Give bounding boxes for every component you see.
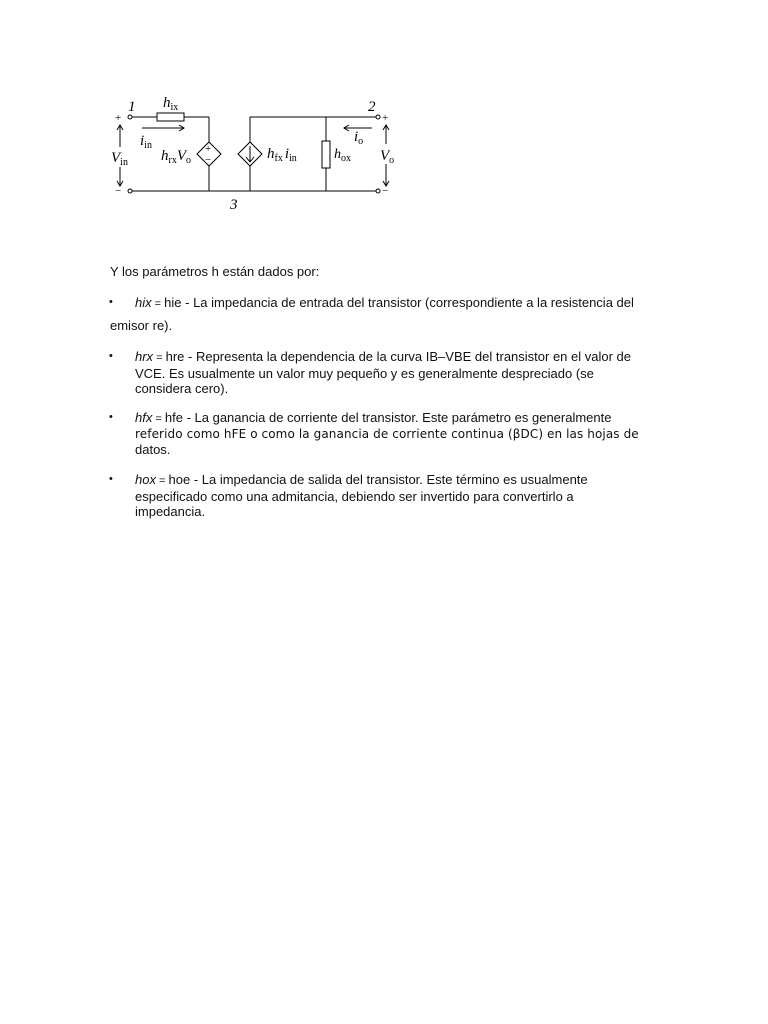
item-text: hie - La impedancia de entrada del transistor (correspondiente a la resistencia del	[164, 295, 634, 310]
bullet: •	[109, 296, 113, 308]
item-text: hfe - La ganancia de corriente del transistor. Este parámetro es generalmente	[164, 410, 612, 425]
terminal-1-bottom	[128, 189, 132, 193]
list-item-hfx	[135, 410, 665, 457]
intro-text: Y los parámetros h están dados por:	[110, 264, 320, 279]
equals-sign: =	[153, 352, 166, 364]
node-3-label: 3	[230, 197, 238, 213]
node-1-label: 1	[128, 99, 136, 115]
item-text-line-3: impedancia.	[135, 504, 206, 519]
terminal-1-top	[128, 115, 132, 119]
bullet: •	[109, 350, 113, 362]
vo-plus-sign: +	[382, 112, 389, 124]
item-text-line-2: referido como hFE o como la ganancia de corriente continua (βDC) en las hojas de	[135, 427, 639, 441]
equals-sign: =	[151, 298, 165, 310]
term-hox: hox	[135, 472, 156, 487]
vsource-plus-sign: +	[205, 143, 212, 155]
vsource-minus-sign: −	[205, 154, 212, 166]
bullet: •	[109, 473, 113, 485]
hox-resistor	[322, 141, 330, 168]
vin-plus-sign: +	[115, 112, 122, 124]
node-2-label: 2	[368, 99, 376, 115]
iin-label: $i_{in}$	[140, 133, 152, 151]
vo-minus-sign: −	[382, 185, 389, 197]
hix-resistor	[157, 113, 184, 121]
list-item-hix	[135, 295, 675, 312]
hrx-vo-label: $h_{rx}V_o$	[161, 148, 192, 166]
vin-label: $V_{in}$	[111, 150, 128, 168]
terminal-2-bottom	[376, 189, 380, 193]
item-text: hoe - La impedancia de salida del transistor. Este término es usualmente	[168, 472, 588, 487]
vin-minus-sign: −	[115, 185, 122, 197]
bullet: •	[109, 411, 113, 423]
item-text-line-2: especificado como una admitancia, debiendo ser invertido para convertirlo a	[135, 489, 574, 504]
hix-label: $h_{ix}$	[163, 95, 179, 113]
list-item-hox	[135, 472, 665, 519]
h-parameter-circuit-diagram	[108, 92, 408, 217]
item-text-continuation: emisor re).	[110, 318, 173, 333]
io-label: $i_o$	[354, 129, 364, 147]
item-text-line-2: VCE. Es usualmente un valor muy pequeño y es generalmente despreciado (se	[135, 366, 594, 381]
item-text-line-3: considera cero).	[135, 381, 229, 396]
hox-label: $h_{ox}$	[334, 147, 351, 164]
terminal-2-top	[376, 115, 380, 119]
vo-label: $V_o$	[380, 148, 395, 166]
term-hix: hix	[135, 295, 152, 310]
item-text-line-3: datos.	[135, 442, 171, 457]
equals-sign: =	[155, 475, 169, 487]
item-text: hre - Representa la dependencia de la curva IB–VBE del transistor en el valor de	[165, 349, 631, 364]
list-item-hrx	[135, 349, 665, 396]
term-hrx: hrx	[135, 349, 154, 364]
term-hfx: hfx	[135, 410, 153, 425]
equals-sign: =	[152, 413, 165, 425]
hfx-iin-label: $h_{fx}$ $i_{in}$	[267, 146, 297, 164]
